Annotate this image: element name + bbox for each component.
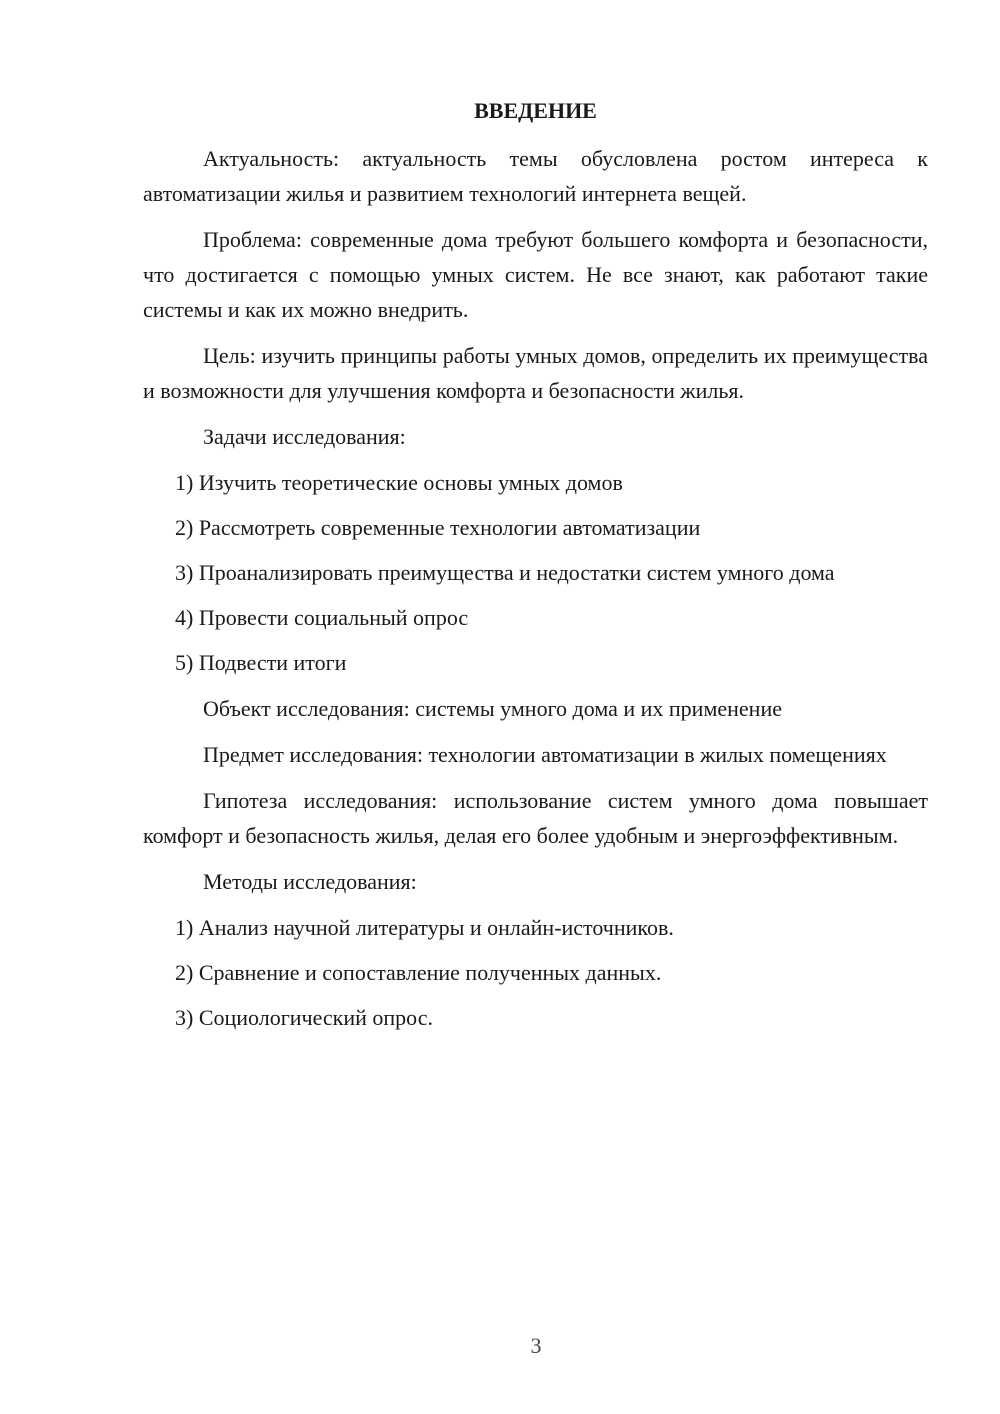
method-item: 3) Социологический опрос. (175, 1005, 433, 1030)
tasks-list (143, 465, 928, 680)
method-item: 1) Анализ научной литературы и онлайн-источников. (175, 915, 674, 940)
hypothesis-paragraph: Гипотеза исследования: использование систем умного дома повышает комфорт и безопасность жилья, делая его более удобным и энергоэффективным. (143, 788, 928, 848)
methods-heading: Методы исследования: (203, 869, 417, 894)
task-item: 3) Проанализировать преимущества и недостатки систем умного дома (175, 560, 835, 585)
methods-list (143, 910, 928, 1035)
problem-paragraph: Проблема: современные дома требуют большего комфорта и безопасности, что достигается с помощью умных систем. Не все знают, как работают такие системы и как их можно внедрить. (143, 227, 928, 322)
relevance-paragraph: Актуальность: актуальность темы обусловлена ростом интереса к автоматизации жилья и развитием технологий интернета вещей. (143, 146, 928, 206)
subject-paragraph: Предмет исследования: технологии автоматизации в жилых помещениях (203, 742, 887, 767)
page-title: ВВЕДЕНИЕ (474, 98, 597, 123)
task-item: 5) Подвести итоги (175, 650, 347, 675)
task-item: 1) Изучить теоретические основы умных домов (175, 470, 623, 495)
goal-paragraph: Цель: изучить принципы работы умных домов, определить их преимущества и возможности для улучшения комфорта и безопасности жилья. (143, 343, 928, 403)
page-content (143, 96, 928, 1046)
task-item: 4) Провести социальный опрос (175, 605, 469, 630)
task-item: 2) Рассмотреть современные технологии автоматизации (175, 515, 701, 540)
object-paragraph: Объект исследования: системы умного дома и их применение (203, 696, 782, 721)
page-number: 3 (530, 1333, 542, 1358)
method-item: 2) Сравнение и сопоставление полученных данных. (175, 960, 662, 985)
tasks-heading: Задачи исследования: (203, 424, 406, 449)
